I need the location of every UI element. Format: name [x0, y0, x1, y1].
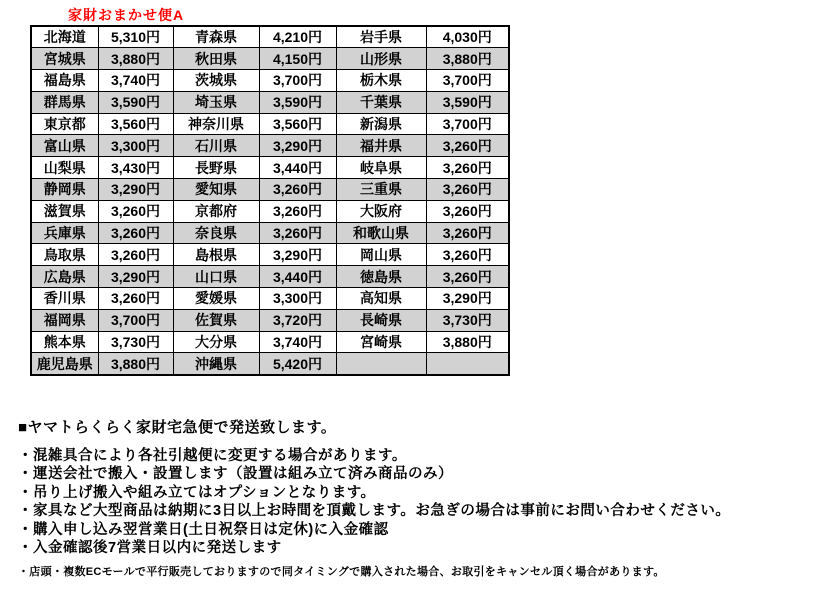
prefecture-cell: [336, 353, 426, 375]
prefecture-cell: 大分県: [173, 331, 259, 353]
prefecture-cell: 神奈川県: [173, 113, 259, 135]
prefecture-cell: 鳥取県: [31, 244, 98, 266]
prefecture-cell: 静岡県: [31, 179, 98, 201]
parallel-sales-note: ・店頭・複数ECモールで平行販売しておりますので同タイミングで購入された場合、お取引をキャンセル頂く場合があります。: [18, 566, 665, 579]
prefecture-cell: 宮城県: [31, 48, 98, 70]
price-cell: [426, 353, 509, 375]
prefecture-cell: 茨城県: [173, 70, 259, 92]
fee-table-row: [31, 288, 509, 310]
fee-table-row: [31, 179, 509, 201]
fee-table-row: [31, 331, 509, 353]
prefecture-cell: 岡山県: [336, 244, 426, 266]
fee-table-row: [31, 135, 509, 157]
fee-table-row: [31, 266, 509, 288]
prefecture-cell: 奈良県: [173, 222, 259, 244]
note-item: ・運送会社で搬入・設置します（設置は組み立て済み商品のみ）: [18, 466, 453, 483]
price-cell: 3,300円: [98, 135, 173, 157]
price-cell: 3,260円: [98, 222, 173, 244]
price-cell: 3,260円: [259, 200, 336, 222]
fee-table-row: [31, 26, 509, 48]
prefecture-cell: 広島県: [31, 266, 98, 288]
price-cell: 3,260円: [426, 222, 509, 244]
prefecture-cell: 和歌山県: [336, 222, 426, 244]
prefecture-cell: 佐賀県: [173, 309, 259, 331]
price-cell: 5,310円: [98, 26, 173, 48]
price-cell: 3,880円: [426, 48, 509, 70]
price-cell: 3,590円: [98, 91, 173, 113]
fee-table-row: [31, 70, 509, 92]
price-cell: 3,300円: [259, 288, 336, 310]
price-cell: 3,290円: [98, 179, 173, 201]
prefecture-cell: 京都府: [173, 200, 259, 222]
price-cell: 3,260円: [426, 157, 509, 179]
prefecture-cell: 鹿児島県: [31, 353, 98, 375]
price-cell: 3,260円: [98, 288, 173, 310]
price-cell: 5,420円: [259, 353, 336, 375]
price-cell: 3,740円: [98, 70, 173, 92]
fee-table-row: [31, 200, 509, 222]
price-cell: 3,560円: [98, 113, 173, 135]
fee-table-row: [31, 353, 509, 375]
price-cell: 3,440円: [259, 157, 336, 179]
price-cell: 3,260円: [426, 244, 509, 266]
prefecture-cell: 福井県: [336, 135, 426, 157]
price-cell: 3,730円: [98, 331, 173, 353]
prefecture-cell: 熊本県: [31, 331, 98, 353]
note-item: ・吊り上げ搬入や組み立てはオプションとなります。: [18, 484, 376, 501]
note-item: ・入金確認後7営業日以内に発送します: [18, 540, 282, 557]
prefecture-cell: 長野県: [173, 157, 259, 179]
price-cell: 3,880円: [98, 48, 173, 70]
prefecture-cell: 福岡県: [31, 309, 98, 331]
prefecture-cell: 新潟県: [336, 113, 426, 135]
note-item: ・家具など大型商品は納期に3日以上お時間を頂戴します。お急ぎの場合は事前にお問い合わせください。: [18, 503, 731, 520]
prefecture-cell: 埼玉県: [173, 91, 259, 113]
price-cell: 4,030円: [426, 26, 509, 48]
price-cell: 3,260円: [426, 179, 509, 201]
prefecture-cell: 岐阜県: [336, 157, 426, 179]
price-cell: 3,260円: [259, 179, 336, 201]
price-cell: 4,210円: [259, 26, 336, 48]
price-cell: 3,290円: [426, 288, 509, 310]
price-cell: 3,260円: [98, 200, 173, 222]
notes-heading: ■ヤマトらくらく家財宅急便で発送致します。: [18, 419, 337, 436]
prefecture-cell: 大阪府: [336, 200, 426, 222]
prefecture-cell: 高知県: [336, 288, 426, 310]
price-cell: 3,260円: [426, 135, 509, 157]
notes-list: [18, 447, 818, 557]
price-cell: 3,740円: [259, 331, 336, 353]
shipping-fee-table: [30, 25, 510, 376]
prefecture-cell: 沖縄県: [173, 353, 259, 375]
prefecture-cell: 長崎県: [336, 309, 426, 331]
prefecture-cell: 島根県: [173, 244, 259, 266]
prefecture-cell: 香川県: [31, 288, 98, 310]
price-cell: 3,700円: [259, 70, 336, 92]
fee-table-row: [31, 48, 509, 70]
fee-table-row: [31, 244, 509, 266]
prefecture-cell: 愛知県: [173, 179, 259, 201]
fee-table-row: [31, 309, 509, 331]
note-item: ・購入申し込み翌営業日(土日祝祭日は定休)に入金確認: [18, 521, 389, 538]
prefecture-cell: 秋田県: [173, 48, 259, 70]
price-cell: 3,880円: [98, 353, 173, 375]
prefecture-cell: 兵庫県: [31, 222, 98, 244]
fee-table-row: [31, 157, 509, 179]
price-cell: 3,440円: [259, 266, 336, 288]
prefecture-cell: 愛媛県: [173, 288, 259, 310]
note-item: ・混雑具合により各社引越便に変更する場合があります。: [18, 448, 407, 464]
shipping-fee-table-body: [31, 26, 509, 375]
price-cell: 3,260円: [426, 266, 509, 288]
price-cell: 3,720円: [259, 309, 336, 331]
price-cell: 3,290円: [259, 244, 336, 266]
prefecture-cell: 岩手県: [336, 26, 426, 48]
price-cell: 4,150円: [259, 48, 336, 70]
prefecture-cell: 福島県: [31, 70, 98, 92]
prefecture-cell: 栃木県: [336, 70, 426, 92]
price-cell: 3,700円: [98, 309, 173, 331]
prefecture-cell: 石川県: [173, 135, 259, 157]
price-cell: 3,290円: [98, 266, 173, 288]
price-cell: 3,700円: [426, 70, 509, 92]
prefecture-cell: 北海道: [31, 26, 98, 48]
price-cell: 3,260円: [426, 200, 509, 222]
prefecture-cell: 青森県: [173, 26, 259, 48]
price-cell: 3,560円: [259, 113, 336, 135]
price-cell: 3,880円: [426, 331, 509, 353]
prefecture-cell: 徳島県: [336, 266, 426, 288]
shipping-table-title: 家財おまかせ便A: [68, 7, 185, 23]
prefecture-cell: 富山県: [31, 135, 98, 157]
price-cell: 3,260円: [259, 222, 336, 244]
price-cell: 3,290円: [259, 135, 336, 157]
prefecture-cell: 山口県: [173, 266, 259, 288]
price-cell: 3,700円: [426, 113, 509, 135]
shipping-notes-section: [18, 416, 818, 579]
prefecture-cell: 滋賀県: [31, 200, 98, 222]
fee-table-row: [31, 222, 509, 244]
price-cell: 3,590円: [259, 91, 336, 113]
prefecture-cell: 山梨県: [31, 157, 98, 179]
price-cell: 3,430円: [98, 157, 173, 179]
prefecture-cell: 東京都: [31, 113, 98, 135]
fee-table-row: [31, 113, 509, 135]
prefecture-cell: 宮崎県: [336, 331, 426, 353]
prefecture-cell: 三重県: [336, 179, 426, 201]
prefecture-cell: 千葉県: [336, 91, 426, 113]
prefecture-cell: 群馬県: [31, 91, 98, 113]
prefecture-cell: 山形県: [336, 48, 426, 70]
price-cell: 3,260円: [98, 244, 173, 266]
price-cell: 3,590円: [426, 91, 509, 113]
fee-table-row: [31, 91, 509, 113]
price-cell: 3,730円: [426, 309, 509, 331]
